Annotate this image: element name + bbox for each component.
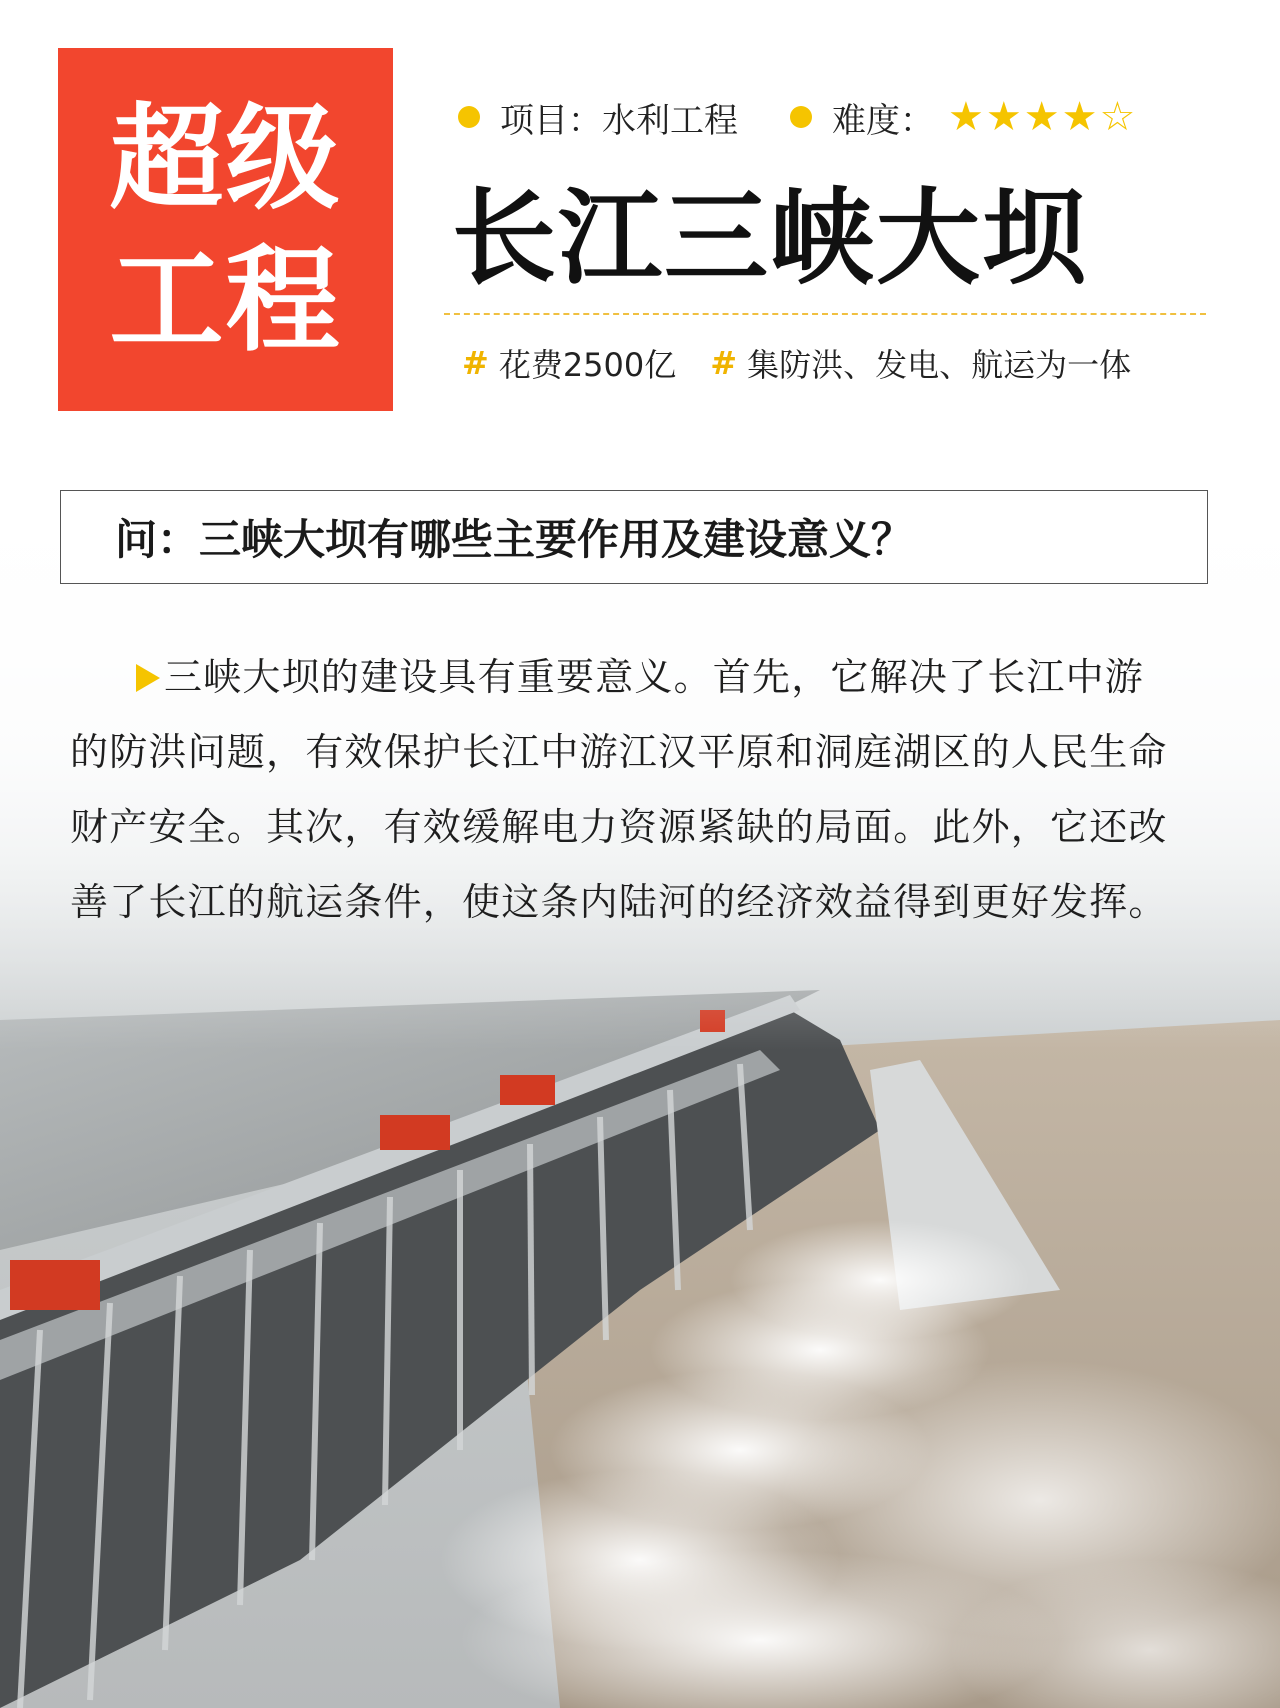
star-filled-icon: ★ [948, 94, 984, 140]
star-filled-icon: ★ [1061, 94, 1098, 140]
star-filled-icon: ★ [1023, 94, 1060, 140]
question-box [60, 490, 1208, 584]
answer-paragraph [70, 640, 1180, 940]
triangle-pointer-icon [136, 664, 160, 692]
dashed-divider [444, 313, 1206, 315]
difficulty-item [790, 93, 1137, 142]
hash-icon: # [462, 344, 489, 382]
question-text: 问：三峡大坝有哪些主要作用及建设意义？ [115, 515, 914, 564]
tag-text: 集防洪、发电、航运为一体 [747, 346, 1132, 384]
answer-text: 三峡大坝的建设具有重要意义。首先，它解决了长江中游的防洪问题，有效保护长江中游江汉平原和洞庭湖区的人民生命财产安全。其次，有效缓解电力资源紧缺的局面。此外，它还改善了长江的航运条件，使这条内陆河的经济效益得到更好发挥。 [70, 655, 1168, 924]
dot-icon [790, 106, 812, 128]
dot-icon [458, 106, 480, 128]
tag-functions [710, 340, 1131, 386]
tag-text: 花费2500亿 [498, 346, 677, 384]
tag-list [462, 340, 1165, 386]
tag-cost [462, 340, 676, 386]
badge-line-1: 超级 [109, 91, 342, 225]
meta-row [458, 92, 1189, 142]
difficulty-label: 难度： [832, 100, 934, 141]
project-label: 项目：水利工程 [500, 100, 738, 141]
star-empty-icon: ☆ [1099, 94, 1136, 140]
badge-line-2: 工程 [109, 233, 342, 367]
star-filled-icon: ★ [985, 94, 1022, 140]
super-project-badge [58, 48, 393, 411]
page-title: 长江三峡大坝 [452, 177, 1089, 299]
hash-icon: # [710, 344, 738, 382]
difficulty-rating [948, 94, 1137, 140]
project-item [458, 93, 738, 142]
